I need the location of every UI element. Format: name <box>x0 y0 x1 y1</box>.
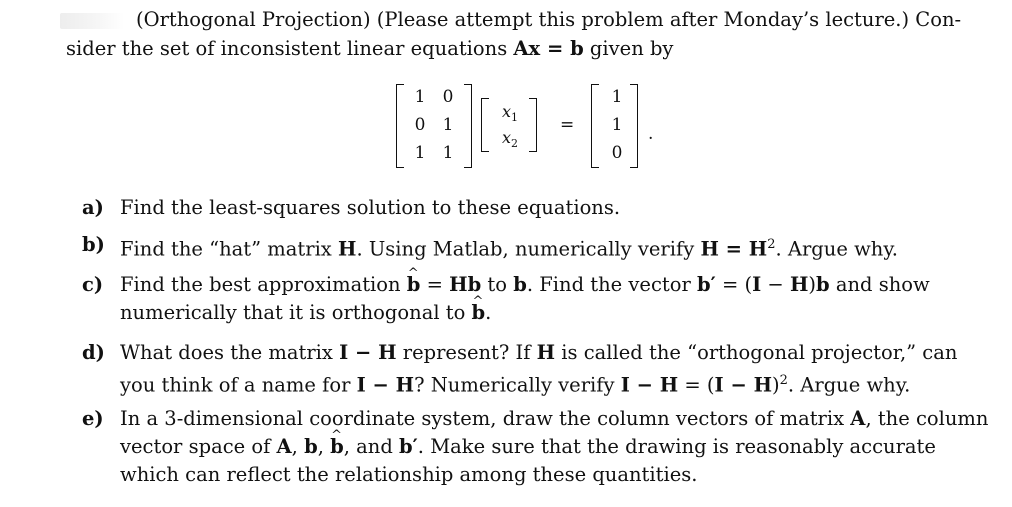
vector-b-cell: 1 <box>611 115 623 135</box>
matrix-a-cell: 1 <box>414 87 426 107</box>
part-e-line-3 <box>120 461 697 489</box>
intro-text-1: (Orthogonal Projection) (Please attempt this problem after Monday’s lecture.) Con- <box>136 8 962 31</box>
math-bold: Hb <box>449 273 482 296</box>
text-run: , the column <box>865 407 989 430</box>
part-e-line-1 <box>120 405 988 433</box>
intro-text-2-end: given by <box>583 37 674 60</box>
part-d-label: d) <box>82 341 105 364</box>
text-run: . <box>485 301 492 324</box>
text-run: . Make sure that the drawing is reasonably accurate <box>417 435 936 458</box>
redacted-problem-number <box>60 13 124 29</box>
math-bold: A <box>276 435 292 458</box>
text-run: to <box>481 273 514 296</box>
text-run: . Find the vector <box>526 273 697 296</box>
math-bold: b′ <box>696 273 716 296</box>
part-d-line-1 <box>120 339 957 367</box>
math-bold: I <box>752 273 762 296</box>
text-run: ) <box>772 373 780 397</box>
text-run: . Argue why. <box>787 373 911 397</box>
matrix-a-cell: 1 <box>442 115 454 135</box>
superscript: 2 <box>779 373 788 388</box>
text-run: vector space of <box>120 435 277 458</box>
vector-x-cell-1: $x_1$ <box>501 102 519 125</box>
math-bold: b <box>304 435 318 458</box>
part-d-line-2 <box>120 367 910 400</box>
text-run: . Argue why. <box>775 237 898 261</box>
text-run: , and <box>343 435 400 458</box>
intro-line-2 <box>66 37 673 61</box>
text-run: = ( <box>678 373 715 397</box>
b-hat: ^ b <box>330 433 344 461</box>
vector-x-cell-2: $x_2$ <box>501 128 519 151</box>
math-bold: b <box>816 273 830 296</box>
b-hat: ^ b <box>472 299 486 327</box>
text-run: you think of a name for <box>120 373 357 397</box>
text-run: . Using Matlab, numerically verify <box>356 237 701 261</box>
intro-text-2: sider the set of inconsistent linear equations <box>66 37 514 60</box>
vector-b-left-bracket <box>591 84 599 168</box>
superscript: 2 <box>767 237 776 252</box>
text-run: which can reflect the relationship among these quantities. <box>120 463 698 486</box>
text-run: and show <box>829 273 930 296</box>
text-run: is called the “orthogonal projector,” can <box>555 341 958 364</box>
text-run: , <box>291 435 305 458</box>
math-bold: H <box>338 237 357 261</box>
text-run: Find the best approximation <box>120 273 407 296</box>
math-bold: A <box>850 407 866 430</box>
text-run: − <box>761 273 790 296</box>
math-bold: b <box>513 273 527 296</box>
math-bold: H = H <box>700 237 768 261</box>
vector-b-cell: 0 <box>611 143 623 163</box>
text-run: numerically that it is orthogonal to <box>120 301 472 324</box>
vector-x-right-bracket <box>529 98 537 152</box>
matrix-a-cell: 1 <box>414 143 426 163</box>
text-run: Find the “hat” matrix <box>120 237 339 261</box>
text-run: = ( <box>715 273 753 296</box>
matrix-a-cell: 1 <box>442 143 454 163</box>
matrix-a-cell: 0 <box>442 87 454 107</box>
part-b-label: b) <box>82 233 105 256</box>
text-run: What does the matrix <box>120 341 340 364</box>
vector-b-cell: 1 <box>611 87 623 107</box>
part-c-label: c) <box>82 273 104 296</box>
part-e-label: e) <box>82 407 104 430</box>
matrix-a-right-bracket <box>464 84 472 168</box>
part-c-line-1 <box>120 271 930 299</box>
text-run: , <box>317 435 331 458</box>
equals-sign: = <box>560 115 575 135</box>
matrix-equation <box>396 84 656 166</box>
part-e-line-2 <box>120 433 936 461</box>
math-bold: H <box>536 341 556 364</box>
part-a-text: Find the least-squares solution to these equations. <box>120 196 621 219</box>
text-run: = <box>420 273 450 296</box>
matrix-a-left-bracket <box>396 84 404 168</box>
text-run: ? Numerically verify <box>414 373 621 397</box>
math-bold: H <box>789 273 809 296</box>
math-bold: I − H <box>714 373 772 397</box>
vector-x-left-bracket <box>481 98 489 152</box>
b-hat: ^ b <box>407 271 421 299</box>
math-bold: I − H <box>620 373 679 397</box>
part-b-text <box>120 231 898 264</box>
text-run: In a 3-dimensional coordinate system, draw the column vectors of matrix <box>120 407 851 430</box>
math-bold: I − H <box>356 373 415 397</box>
intro-line-1 <box>136 8 961 32</box>
part-c-line-2 <box>120 299 491 327</box>
equation-period: . <box>648 124 654 144</box>
text-run: represent? If <box>396 341 537 364</box>
text-run: ) <box>808 273 817 296</box>
math-bold: b′ <box>399 435 418 458</box>
matrix-a-cell: 0 <box>414 115 426 135</box>
part-a-label: a) <box>82 196 104 219</box>
vector-b-right-bracket <box>630 84 638 168</box>
intro-equation: Ax = b <box>513 37 584 60</box>
math-bold: I − H <box>339 341 397 364</box>
